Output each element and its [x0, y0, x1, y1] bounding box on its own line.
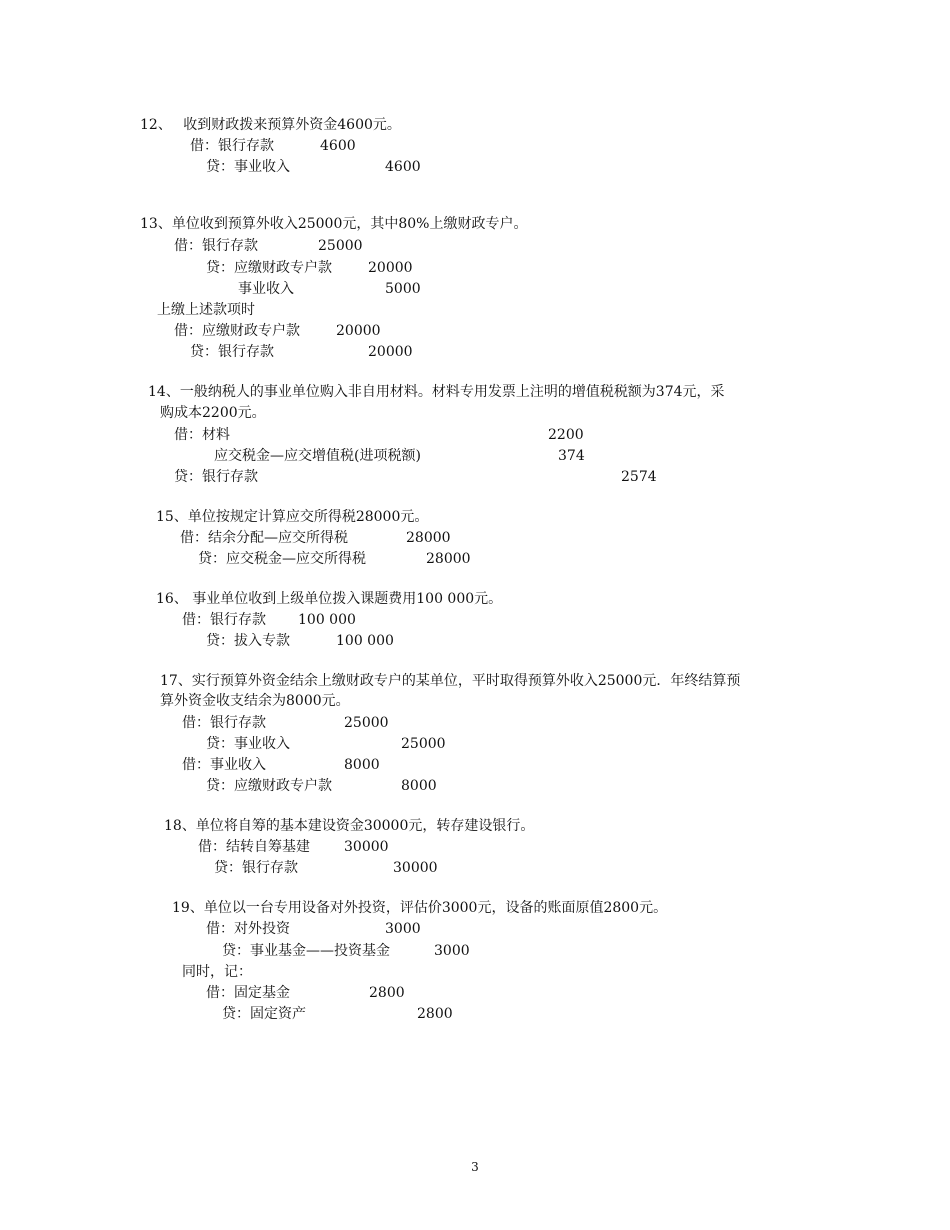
- debit-amount: 25000: [344, 715, 389, 731]
- credit-line: 贷：拔入专款: [206, 633, 290, 649]
- credit-amount: 4600: [385, 159, 421, 175]
- entry-heading: 12、 收到财政拨来预算外资金4600元。: [140, 117, 401, 133]
- debit-amount: 8000: [344, 757, 380, 773]
- credit-line: 贷：银行存款: [174, 469, 258, 485]
- debit-amount: 4600: [320, 138, 356, 154]
- debit-amount: 100 000: [298, 612, 356, 628]
- credit-line: 贷：固定资产: [222, 1006, 306, 1022]
- credit-line: 贷：应缴财政专户款: [206, 778, 332, 794]
- page-number: 3: [471, 1160, 479, 1174]
- debit-line: 借：应缴财政专户款: [174, 323, 300, 339]
- debit-amount: 20000: [336, 323, 381, 339]
- debit-line: 借：事业收入: [182, 757, 266, 773]
- credit-line: 贷：事业基金——投资基金: [222, 943, 390, 959]
- credit-amount: 25000: [401, 736, 446, 752]
- note-line: 上缴上述款项时: [157, 302, 255, 318]
- credit-amount: 20000: [368, 260, 413, 276]
- entry-heading-continued: 算外资金收支结余为8000元。: [160, 693, 350, 709]
- credit-line: 贷：应缴财政专户款: [206, 260, 332, 276]
- note-line: 同时，记：: [182, 964, 252, 980]
- credit-amount: 2800: [417, 1006, 453, 1022]
- credit-amount: 2574: [621, 469, 657, 485]
- entry-heading-continued: 购成本2200元。: [160, 405, 266, 421]
- credit-line: 事业收入: [238, 281, 294, 297]
- debit-amount: 3000: [385, 921, 421, 937]
- entry-heading: 17、实行预算外资金结余上缴财政专户的某单位，平时取得预算外收入25000元．年终结算预: [160, 673, 741, 689]
- entry-heading: 15、单位按规定计算应交所得税28000元。: [156, 509, 429, 525]
- debit-line: 借：材料: [174, 427, 230, 443]
- debit-line: 借：固定基金: [206, 985, 290, 1001]
- debit-line: 借：银行存款: [190, 138, 274, 154]
- entry-heading: 14、一般纳税人的事业单位购入非自用材料。材料专用发票上注明的增值税税额为374元，采: [148, 384, 725, 400]
- credit-amount: 3000: [434, 943, 470, 959]
- debit-amount: 28000: [406, 530, 451, 546]
- debit-line: 借：对外投资: [206, 921, 290, 937]
- debit-line: 借：银行存款: [182, 612, 266, 628]
- credit-line: 贷：应交税金—应交所得税: [198, 551, 366, 567]
- debit-line: 借：结转自筹基建: [198, 839, 310, 855]
- credit-amount: 8000: [401, 778, 437, 794]
- entry-heading: 16、 事业单位收到上级单位拨入课题费用100 000元。: [156, 591, 503, 607]
- credit-line: 贷：银行存款: [214, 860, 298, 876]
- entry-heading: 13、单位收到预算外收入25000元，其中80%上缴财政专户。: [140, 216, 528, 232]
- credit-amount: 100 000: [336, 633, 394, 649]
- debit-amount: 30000: [344, 839, 389, 855]
- credit-amount: 28000: [426, 551, 471, 567]
- debit-line: 借：银行存款: [182, 715, 266, 731]
- debit-line: 借：银行存款: [174, 238, 258, 254]
- debit-amount: 25000: [318, 238, 363, 254]
- credit-line: 贷：银行存款: [190, 344, 274, 360]
- credit-amount: 20000: [368, 344, 413, 360]
- debit-amount: 374: [558, 448, 585, 464]
- credit-amount: 30000: [393, 860, 438, 876]
- debit-amount: 2800: [369, 985, 405, 1001]
- debit-line: 借：结余分配—应交所得税: [180, 530, 348, 546]
- debit-line: 应交税金—应交增值税(进项税额): [214, 448, 421, 464]
- credit-amount: 5000: [385, 281, 421, 297]
- entry-heading: 18、单位将自筹的基本建设资金30000元，转存建设银行。: [164, 818, 535, 834]
- entry-heading: 19、单位以一台专用设备对外投资，评估价3000元，设备的账面原值2800元。: [172, 900, 668, 916]
- credit-line: 贷：事业收入: [206, 159, 290, 175]
- debit-amount: 2200: [548, 427, 584, 443]
- credit-line: 贷：事业收入: [206, 736, 290, 752]
